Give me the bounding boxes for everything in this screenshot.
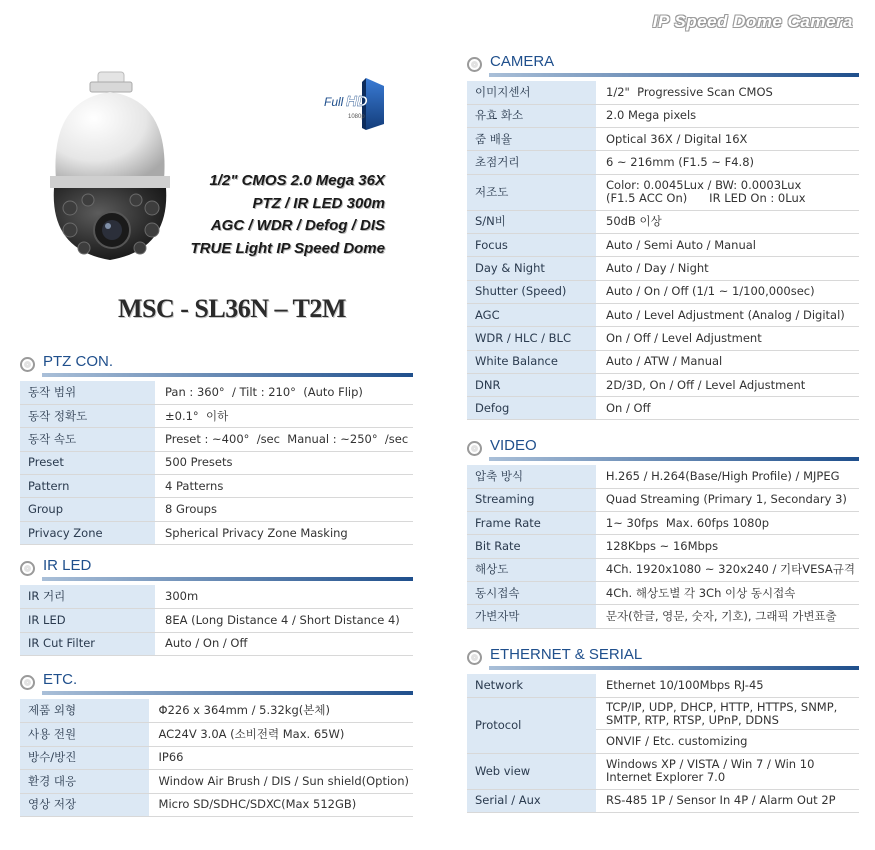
slogan-line: 1/2" CMOS 2.0 Mega 36X xyxy=(209,172,385,189)
spec-value: Micro SD/SDHC/SDXC(Max 512GB) xyxy=(149,793,413,817)
spec-value: 8EA (Long Distance 4 / Short Distance 4) xyxy=(155,609,413,633)
spec-row xyxy=(20,381,413,404)
section-etc xyxy=(20,670,413,817)
spec-row xyxy=(467,674,859,697)
spec-label: Serial / Aux xyxy=(467,789,596,812)
spec-label: 저조도 xyxy=(467,174,596,210)
spec-row xyxy=(20,521,413,544)
spec-table xyxy=(467,81,859,420)
section-ptz xyxy=(20,352,413,545)
spec-value: Spherical Privacy Zone Masking xyxy=(155,521,413,544)
spec-label: 제품 외형 xyxy=(20,699,149,723)
section-title: ETHERNET & SERIAL xyxy=(490,646,643,663)
spec-row xyxy=(467,789,859,812)
circle-bullet-icon xyxy=(467,441,482,456)
spec-label: Bit Rate xyxy=(467,535,596,558)
spec-row xyxy=(20,723,413,747)
spec-value: AC24V 3.0A (소비전력 Max. 65W) xyxy=(149,723,413,747)
spec-label: Preset xyxy=(20,451,155,474)
section-header xyxy=(20,352,413,374)
spec-value: 8 Groups xyxy=(155,498,413,521)
spec-row xyxy=(467,104,859,127)
spec-value: 4 Patterns xyxy=(155,475,413,498)
spec-value: 문자(한글, 영문, 숫자, 기호), 그래픽 가변표출 xyxy=(596,605,859,628)
spec-label: White Balance xyxy=(467,350,596,373)
spec-row xyxy=(467,605,859,628)
spec-value: Auto / On / Off (1/1 ~ 1/100,000sec) xyxy=(596,280,859,303)
spec-row xyxy=(20,475,413,498)
spec-row xyxy=(467,558,859,581)
spec-value: Windows XP / VISTA / Win 7 / Win 10 Internet Explorer 7.0 xyxy=(596,753,859,789)
spec-value: ±0.1° 이하 xyxy=(155,404,413,427)
spec-value: 128Kbps ~ 16Mbps xyxy=(596,535,859,558)
spec-value: ONVIF / Etc. customizing xyxy=(596,730,859,753)
spec-label: Streaming xyxy=(467,488,596,511)
slogan-line: PTZ / IR LED 300m xyxy=(252,194,385,212)
spec-label: 초점거리 xyxy=(467,151,596,174)
spec-row xyxy=(467,697,859,730)
circle-bullet-icon xyxy=(467,650,482,665)
spec-value: Window Air Brush / DIS / Sun shield(Option) xyxy=(149,770,413,794)
spec-row xyxy=(467,488,859,511)
spec-label: DNR xyxy=(467,373,596,396)
spec-value: 4Ch. 해상도별 각 3Ch 이상 동시접속 xyxy=(596,581,859,604)
spec-label: S/N비 xyxy=(467,210,596,233)
fullhd-res-text: 1080p xyxy=(348,114,365,120)
spec-row xyxy=(467,397,859,420)
spec-table xyxy=(20,381,413,545)
feature-slogan xyxy=(191,170,385,260)
section-title: VIDEO xyxy=(490,437,537,454)
spec-row xyxy=(20,498,413,521)
spec-value: Color: 0.0045Lux / BW: 0.0003Lux (F1.5 ACC On) IR LED On : 0Lux xyxy=(596,174,859,210)
spec-value: 6 ~ 216mm (F1.5 ~ F4.8) xyxy=(596,151,859,174)
spec-value: H.265 / H.264(Base/High Profile) / MJPEG xyxy=(596,465,859,488)
spec-row xyxy=(467,373,859,396)
spec-row xyxy=(467,234,859,257)
model-name: MSC - SL36N – T2M xyxy=(118,294,346,323)
spec-label: 방수/방진 xyxy=(20,746,149,770)
spec-value: On / Off xyxy=(596,397,859,420)
spec-row xyxy=(20,451,413,474)
spec-label: WDR / HLC / BLC xyxy=(467,327,596,350)
spec-value: 50dB 이상 xyxy=(596,210,859,233)
slogan-line: AGC / WDR / Defog / DIS xyxy=(210,217,385,234)
spec-label: 사용 전원 xyxy=(20,723,149,747)
section-header xyxy=(20,670,413,692)
spec-value: 1~ 30fps Max. 60fps 1080p xyxy=(596,512,859,535)
spec-value: Optical 36X / Digital 16X xyxy=(596,128,859,151)
camera-product-image xyxy=(40,70,180,270)
spec-row xyxy=(467,210,859,233)
page-banner: IP Speed Dome Camera xyxy=(652,12,853,31)
section-ir-led xyxy=(20,556,413,656)
spec-label: Group xyxy=(20,498,155,521)
spec-table xyxy=(20,699,413,817)
fullhd-badge xyxy=(322,76,386,132)
section-header xyxy=(467,645,859,667)
spec-value: On / Off / Level Adjustment xyxy=(596,327,859,350)
spec-value: 1/2" Progressive Scan CMOS xyxy=(596,81,859,104)
section-header xyxy=(467,436,859,458)
spec-value: IP66 xyxy=(149,746,413,770)
fullhd-full-text: Full xyxy=(324,95,344,109)
section-rule xyxy=(489,666,859,670)
spec-row xyxy=(467,581,859,604)
spec-value: Quad Streaming (Primary 1, Secondary 3) xyxy=(596,488,859,511)
spec-label: AGC xyxy=(467,303,596,326)
section-title: PTZ CON. xyxy=(43,353,113,370)
spec-row xyxy=(20,699,413,723)
spec-table xyxy=(467,465,859,629)
spec-value: Auto / Semi Auto / Manual xyxy=(596,234,859,257)
spec-row xyxy=(467,81,859,104)
spec-label: IR LED xyxy=(20,609,155,633)
spec-label: 동작 범위 xyxy=(20,381,155,404)
section-rule xyxy=(42,373,413,377)
section-ethernet-serial xyxy=(467,645,859,813)
section-header xyxy=(467,52,859,74)
spec-label: Web view xyxy=(467,753,596,789)
spec-label: Privacy Zone xyxy=(20,521,155,544)
spec-row xyxy=(20,428,413,451)
section-header xyxy=(20,556,413,578)
spec-value: 2.0 Mega pixels xyxy=(596,104,859,127)
spec-value: 500 Presets xyxy=(155,451,413,474)
spec-label: 환경 대응 xyxy=(20,770,149,794)
spec-value: 4Ch. 1920x1080 ~ 320x240 / 기타VESA규격 xyxy=(596,558,859,581)
circle-bullet-icon xyxy=(20,561,35,576)
spec-label: Pattern xyxy=(20,475,155,498)
section-camera xyxy=(467,52,859,420)
spec-table xyxy=(467,674,859,813)
spec-row xyxy=(467,753,859,789)
spec-row xyxy=(467,257,859,280)
spec-row xyxy=(20,770,413,794)
section-rule xyxy=(42,577,413,581)
spec-label: 유효 화소 xyxy=(467,104,596,127)
circle-bullet-icon xyxy=(20,357,35,372)
spec-row xyxy=(20,609,413,633)
spec-value: Pan : 360° / Tilt : 210° (Auto Flip) xyxy=(155,381,413,404)
spec-label: 줌 배율 xyxy=(467,128,596,151)
section-video xyxy=(467,436,859,629)
spec-value: TCP/IP, UDP, DHCP, HTTP, HTTPS, SNMP, SMTP, RTP, RTSP, UPnP, DDNS xyxy=(596,697,859,730)
spec-row xyxy=(467,174,859,210)
spec-label: 동작 속도 xyxy=(20,428,155,451)
spec-value: Preset : ~400° /sec Manual : ~250° /sec xyxy=(155,428,413,451)
spec-label: 동시접속 xyxy=(467,581,596,604)
spec-value: Auto / ATW / Manual xyxy=(596,350,859,373)
spec-row xyxy=(467,535,859,558)
spec-value: 300m xyxy=(155,585,413,609)
spec-label: 동작 정확도 xyxy=(20,404,155,427)
spec-row xyxy=(467,465,859,488)
spec-value: RS-485 1P / Sensor In 4P / Alarm Out 2P xyxy=(596,789,859,812)
spec-value: 2D/3D, On / Off / Level Adjustment xyxy=(596,373,859,396)
spec-label: 가변자막 xyxy=(467,605,596,628)
spec-value: Auto / Day / Night xyxy=(596,257,859,280)
spec-label: Network xyxy=(467,674,596,697)
spec-value: Auto / On / Off xyxy=(155,632,413,656)
section-rule xyxy=(42,691,413,695)
spec-row xyxy=(20,404,413,427)
spec-table xyxy=(20,585,413,656)
spec-label: 이미지센서 xyxy=(467,81,596,104)
spec-row xyxy=(467,327,859,350)
spec-row xyxy=(467,128,859,151)
spec-label: IR Cut Filter xyxy=(20,632,155,656)
spec-label: Focus xyxy=(467,234,596,257)
section-title: IR LED xyxy=(43,557,92,574)
section-title: ETC. xyxy=(43,671,78,688)
spec-row xyxy=(20,585,413,609)
spec-row xyxy=(467,350,859,373)
spec-label: 해상도 xyxy=(467,558,596,581)
spec-value: Φ226 x 364mm / 5.32kg(본체) xyxy=(149,699,413,723)
slogan-line: TRUE Light IP Speed Dome xyxy=(190,239,385,257)
spec-row xyxy=(20,746,413,770)
spec-label: 압축 방식 xyxy=(467,465,596,488)
section-title: CAMERA xyxy=(490,53,555,70)
spec-label: 영상 저장 xyxy=(20,793,149,817)
circle-bullet-icon xyxy=(467,57,482,72)
spec-row xyxy=(20,632,413,656)
section-rule xyxy=(489,457,859,461)
circle-bullet-icon xyxy=(20,675,35,690)
spec-row xyxy=(467,303,859,326)
spec-label: Shutter (Speed) xyxy=(467,280,596,303)
section-rule xyxy=(489,73,859,77)
spec-row xyxy=(467,151,859,174)
spec-label: Frame Rate xyxy=(467,512,596,535)
spec-label: Day & Night xyxy=(467,257,596,280)
spec-value: Ethernet 10/100Mbps RJ-45 xyxy=(596,674,859,697)
spec-label: Defog xyxy=(467,397,596,420)
fullhd-hd-text: HD xyxy=(346,93,368,110)
spec-row xyxy=(467,280,859,303)
spec-row xyxy=(20,793,413,817)
spec-label: Protocol xyxy=(467,697,596,753)
spec-value: Auto / Level Adjustment (Analog / Digital) xyxy=(596,303,859,326)
spec-row xyxy=(467,512,859,535)
spec-label: IR 거리 xyxy=(20,585,155,609)
